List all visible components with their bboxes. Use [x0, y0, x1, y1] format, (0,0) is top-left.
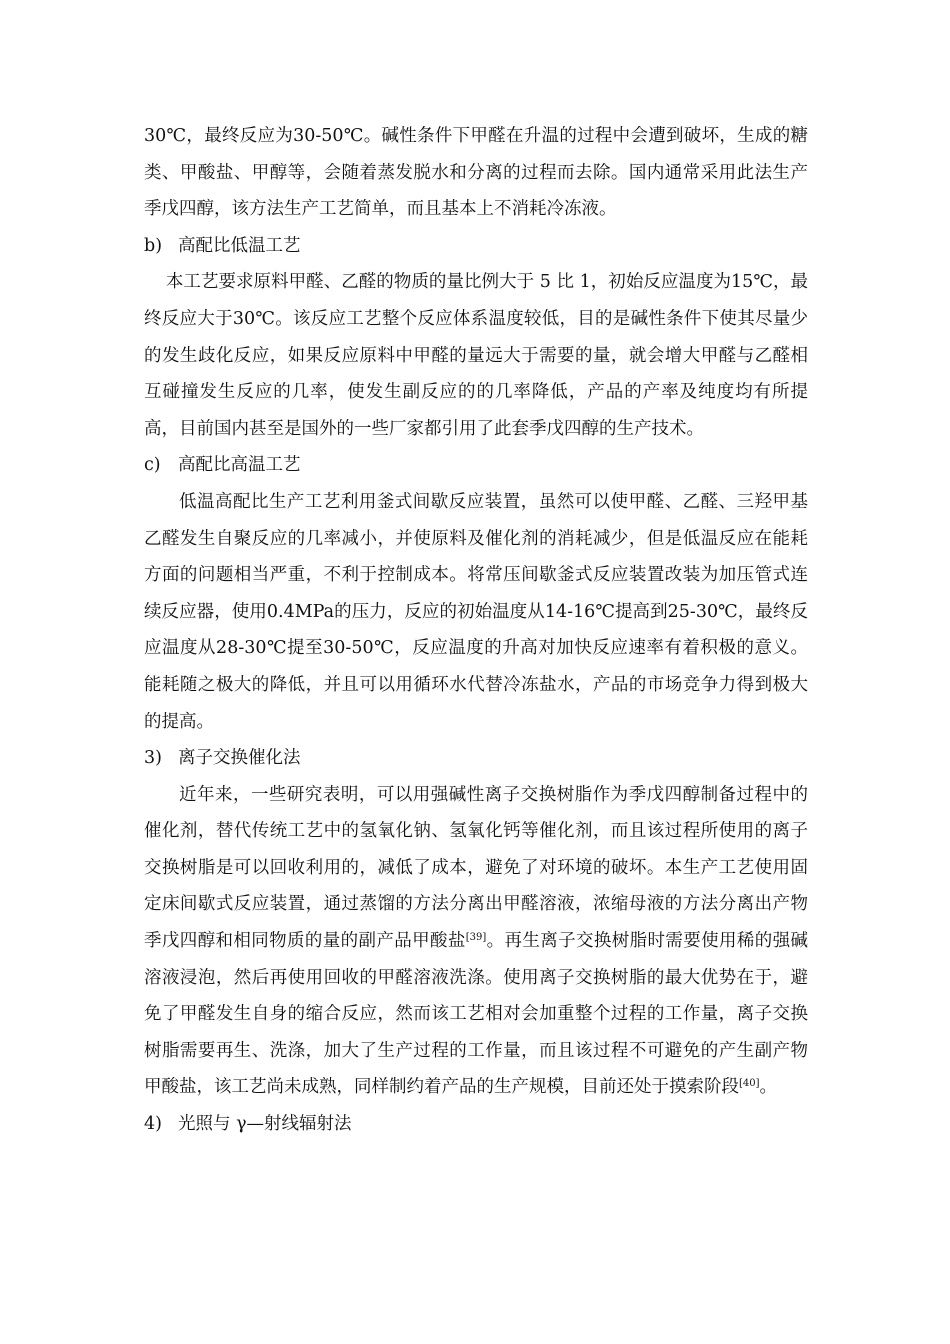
heading-title: 高配比低温工艺	[178, 235, 301, 256]
heading-b	[144, 228, 808, 265]
heading-number: c)	[144, 455, 161, 476]
heading-4	[144, 1106, 808, 1143]
heading-title: 离子交换催化法	[178, 748, 301, 769]
heading-title: 光照与 γ—射线辐射法	[178, 1114, 352, 1135]
heading-number: 4)	[144, 1114, 162, 1135]
paragraph-high-ratio-high-temp: 低温高配比生产工艺利用釜式间歇反应装置，虽然可以使甲醛、乙醛、三羟甲基乙醛发生自聚反应的几率减小，并使原料及催化剂的消耗减少，但是低温反应在能耗方面的问题相当严重，不利于控制成本。将常压间歇釜式反应装置改装为加压管式连续反应器，使用0.4MPa的压力，反应的初始温度从14-16℃提高到25-30℃，最终反应温度从28-30℃提至30-50℃，反应温度的升高对加快反应速率有着积极的意义。能耗随之极大的降低，并且可以用循环水代替冷冻盐水，产品的市场竞争力得到极大的提高。	[144, 491, 808, 732]
paragraph-text: 近年来，一些研究表明，可以用强碱性离子交换树脂作为季戊四醇制备过程中的催化剂，替代传统工艺中的氢氧化钠、氢氧化钙等催化剂，而且该过程所使用的离子交换树脂是可以回收利用的，减低了成本，避免了对环境的破坏。本生产工艺使用固定床间歇式反应装置，通过蒸馏的方法分离出甲醛溶液，浓缩母液的方法分离出产物季戊四醇和相同物质的量的副产品甲酸盐	[144, 784, 808, 952]
heading-number: 3)	[144, 748, 162, 769]
paragraph-ion-exchange	[144, 777, 808, 1106]
citation-40: [40]	[739, 1078, 760, 1090]
heading-number: b)	[144, 235, 163, 256]
paragraph-text: 。再生离子交换树脂时需要使用稀的强碱溶液浸泡，然后再使用回收的甲醛溶液洗涤。使用离子交换树脂的最大优势在于，避免了甲醛发生自身的缩合反应，然而该工艺相对会加重整个过程的工作量，离子交换树脂需要再生、洗涤，加大了生产过程的工作量，而且该过程不可避免的产生副产物甲酸盐，该工艺尚未成熟，同样制约着产品的生产规模，目前还处于摸索阶段	[144, 931, 808, 1098]
heading-title: 高配比高温工艺	[178, 455, 301, 476]
citation-39: [39]	[465, 932, 487, 944]
heading-3	[144, 740, 808, 777]
document-body	[144, 118, 808, 1143]
paragraph-high-ratio-low-temp: 本工艺要求原料甲醛、乙醛的物质的量比例大于 5 比 1，初始反应温度为15℃，最终反应大于30℃。该反应工艺整个反应体系温度较低，目的是碱性条件下使其尽量少的发生歧化反应，如果反应原料中甲醛的量远大于需要的量，就会增大甲醛与乙醛相互碰撞发生反应的几率，使发生副反应的的几率降低，产品的产率及纯度均有所提高，目前国内甚至是国外的一些厂家都引用了此套季戊四醇的生产技术。	[144, 272, 808, 439]
paragraph-continued: 30℃，最终反应为30-50℃。碱性条件下甲醛在升温的过程中会遭到破坏，生成的糖类、甲酸盐、甲醇等，会随着蒸发脱水和分离的过程而去除。国内通常采用此法生产季戊四醇，该方法生产工艺简单，而且基本上不消耗冷冻液。	[144, 126, 808, 220]
paragraph-text: 。	[759, 1077, 778, 1098]
heading-c	[144, 447, 808, 484]
